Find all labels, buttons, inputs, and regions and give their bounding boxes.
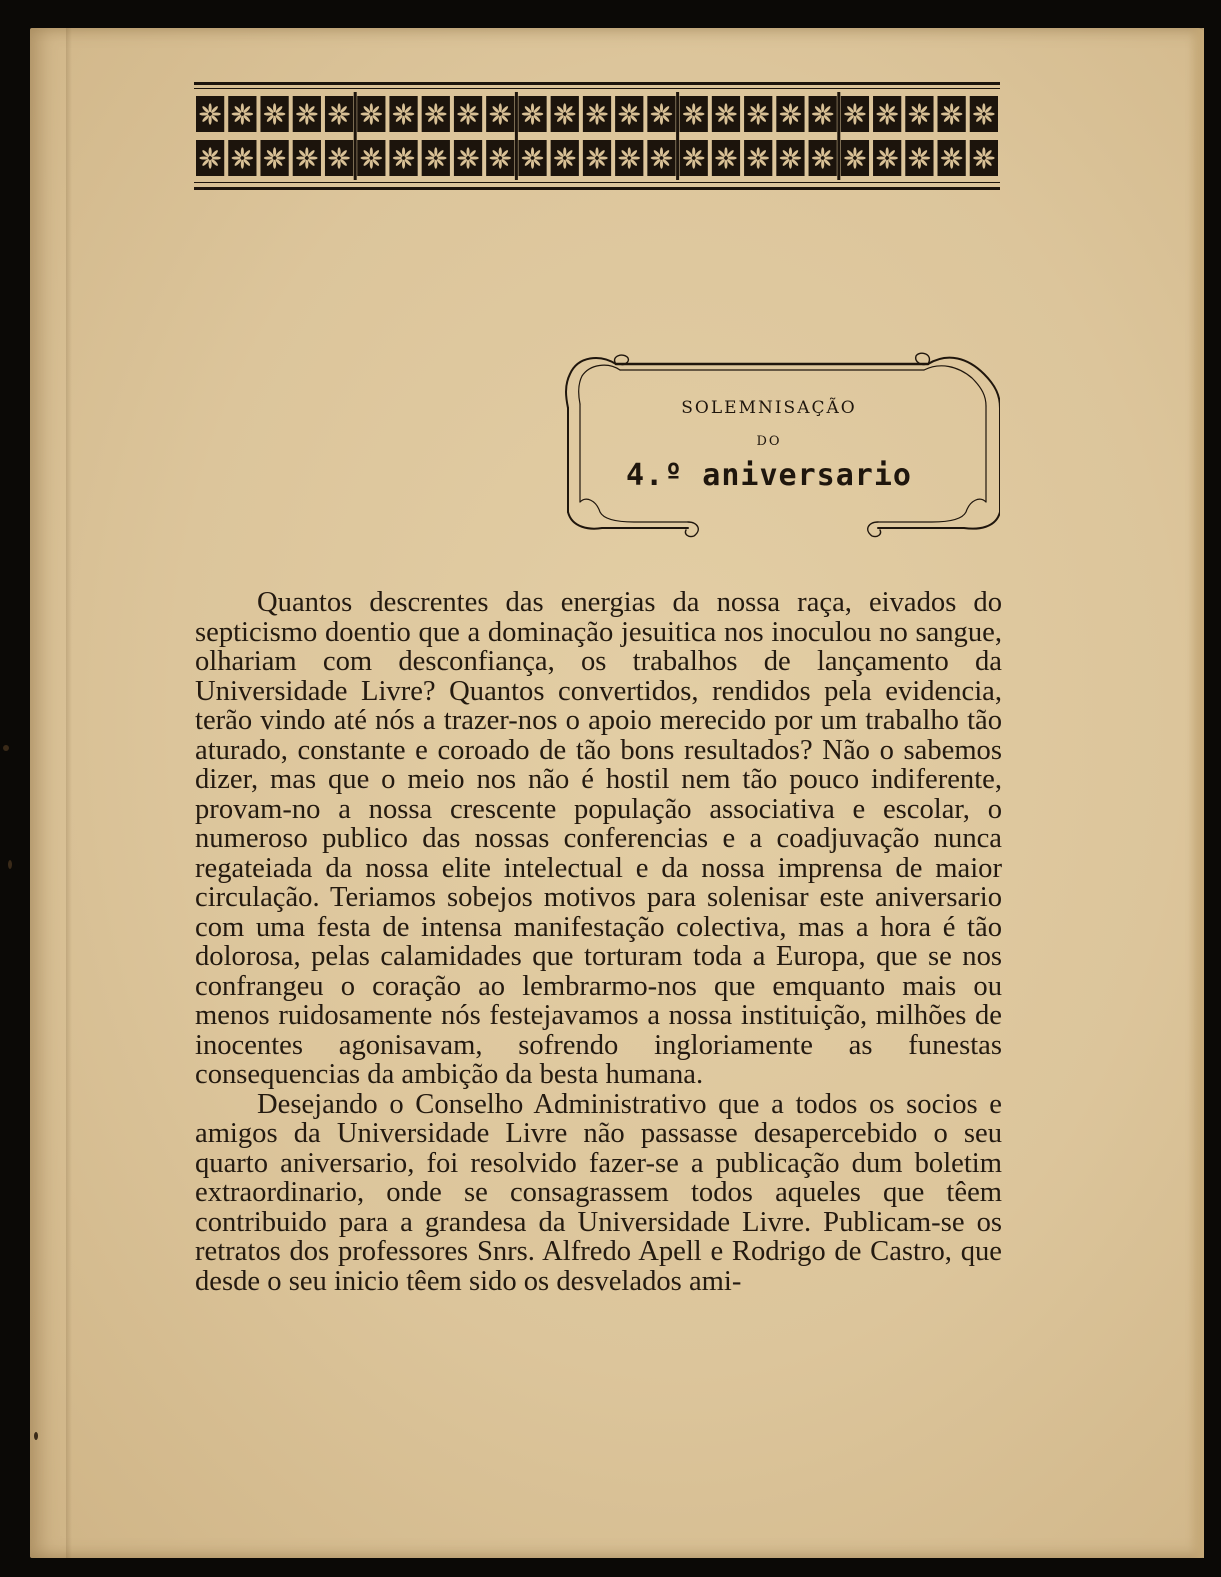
floral-motif-icon bbox=[809, 96, 837, 132]
floral-motif-icon bbox=[551, 140, 579, 176]
cartouche-frame-icon bbox=[538, 316, 1000, 538]
floral-motif-icon bbox=[196, 96, 224, 132]
floral-motif-icon bbox=[422, 140, 450, 176]
ink-speck bbox=[3, 745, 9, 751]
floral-motif-icon bbox=[744, 140, 772, 176]
page-edge-shadow bbox=[1188, 28, 1204, 1558]
ornament-bottom-rule-thin bbox=[194, 182, 1000, 183]
floral-motif-icon bbox=[970, 140, 998, 176]
floral-motif-icon bbox=[970, 96, 998, 132]
paragraph-2: Desejando o Conselho Administrativo que a todos os socios e amigos da Universidade Livre não passasse desapercebido o seu quarto aniversario, foi resolvido fazer-se a publicação dum boletim extraordinario, onde se consagrassem todos aqueles que têem contribuido para a grandesa da Universidade Livre. Publicam-se os retratos dos professores Snrs. Alfredo Apell e Rodrigo de Castro, que desde o seu inicio têem sido os desvelados ami- bbox=[195, 1088, 1002, 1297]
floral-motif-icon bbox=[486, 140, 514, 176]
floral-motif-icon bbox=[454, 140, 482, 176]
floral-motif-icon bbox=[905, 96, 933, 132]
floral-motif-icon bbox=[389, 96, 417, 132]
floral-motif-icon bbox=[196, 140, 224, 176]
title-line-solemnisacao: SOLEMNISAÇÃO bbox=[681, 398, 857, 418]
floral-motif-icon bbox=[389, 140, 417, 176]
floral-motif-icon bbox=[325, 140, 353, 176]
floral-motif-icon bbox=[873, 140, 901, 176]
title-line-aniversario: 4.º aniversario bbox=[626, 458, 912, 493]
floral-motif-icon bbox=[712, 140, 740, 176]
floral-motif-icon bbox=[583, 96, 611, 132]
floral-motif-icon bbox=[583, 140, 611, 176]
floral-motif-icon bbox=[293, 96, 321, 132]
floral-motif-icon bbox=[647, 96, 675, 132]
floral-motif-icon bbox=[260, 140, 288, 176]
title-cartouche bbox=[538, 316, 1000, 538]
floral-motif-icon bbox=[776, 96, 804, 132]
article-body bbox=[195, 588, 1002, 1296]
ink-speck bbox=[34, 1432, 38, 1440]
floral-motif-icon bbox=[873, 96, 901, 132]
floral-motif-icon bbox=[680, 140, 708, 176]
floral-motif-icon bbox=[228, 140, 256, 176]
floral-motif-icon bbox=[776, 140, 804, 176]
floral-motif-icon bbox=[228, 96, 256, 132]
floral-motif-icon bbox=[841, 96, 869, 132]
floral-motif-icon bbox=[325, 96, 353, 132]
ornamental-header-band bbox=[194, 82, 1000, 194]
floral-motif-icon bbox=[615, 96, 643, 132]
floral-motif-icon bbox=[905, 140, 933, 176]
floral-border-icon bbox=[194, 92, 1000, 180]
ornament-bottom-rule bbox=[194, 187, 1000, 190]
floral-motif-icon bbox=[357, 140, 385, 176]
floral-motif-icon bbox=[647, 140, 675, 176]
paper-page bbox=[30, 28, 1204, 1558]
floral-motif-icon bbox=[680, 96, 708, 132]
title-line-do: DO bbox=[756, 434, 782, 449]
floral-motif-icon bbox=[938, 96, 966, 132]
floral-motif-icon bbox=[938, 140, 966, 176]
floral-motif-icon bbox=[518, 140, 546, 176]
ink-speck bbox=[8, 860, 12, 869]
ornament-top-rule bbox=[194, 82, 1000, 85]
page-fold-shadow bbox=[66, 28, 72, 1558]
paragraph-1: Quantos descrentes das energias da nossa raça, eivados do septicismo doentio que a dominação jesuitica nos inoculou no sangue, olhariam com desconfiança, os trabalhos de lançamento da Universidade Livre? Quantos convertidos, rendidos pela evidencia, terão vindo até nós a trazer-nos o apoio merecido por um trabalho tão aturado, constante e coroado de tão bons resultados? Não o sabemos dizer, mas que o meio nos não é hostil nem tão pouco indiferente, provam-no a nossa crescente população associativa e escolar, o numeroso publico das nossas conferencias e a coadjuvação nunca regateiada da nossa elite intelectual e da nossa imprensa de maior circulação. Teriamos sobejos motivos para solenisar este aniversario com uma festa de intensa manifestação colectiva, mas a hora é tão dolorosa, pelas calamidades que torturam toda a Europa, que se nos confrangeu o coração ao lembrarmo-nos que emquanto mais ou menos ruidosamente nós festejavamos a nossa instituição, milhões de inocentes agonisavam, sofrendo ingloriamente as funestas consequencias da ambição da besta humana. bbox=[195, 587, 1002, 1090]
floral-motif-icon bbox=[615, 140, 643, 176]
floral-motif-icon bbox=[486, 96, 514, 132]
floral-motif-icon bbox=[551, 96, 579, 132]
floral-motif-icon bbox=[841, 140, 869, 176]
floral-motif-icon bbox=[712, 96, 740, 132]
ornament-top-rule-thin bbox=[194, 88, 1000, 89]
floral-motif-icon bbox=[357, 96, 385, 132]
floral-motif-icon bbox=[293, 140, 321, 176]
floral-motif-icon bbox=[518, 96, 546, 132]
floral-motif-icon bbox=[809, 140, 837, 176]
floral-motif-icon bbox=[260, 96, 288, 132]
floral-motif-icon bbox=[422, 96, 450, 132]
floral-motif-icon bbox=[454, 96, 482, 132]
floral-motif-icon bbox=[744, 96, 772, 132]
